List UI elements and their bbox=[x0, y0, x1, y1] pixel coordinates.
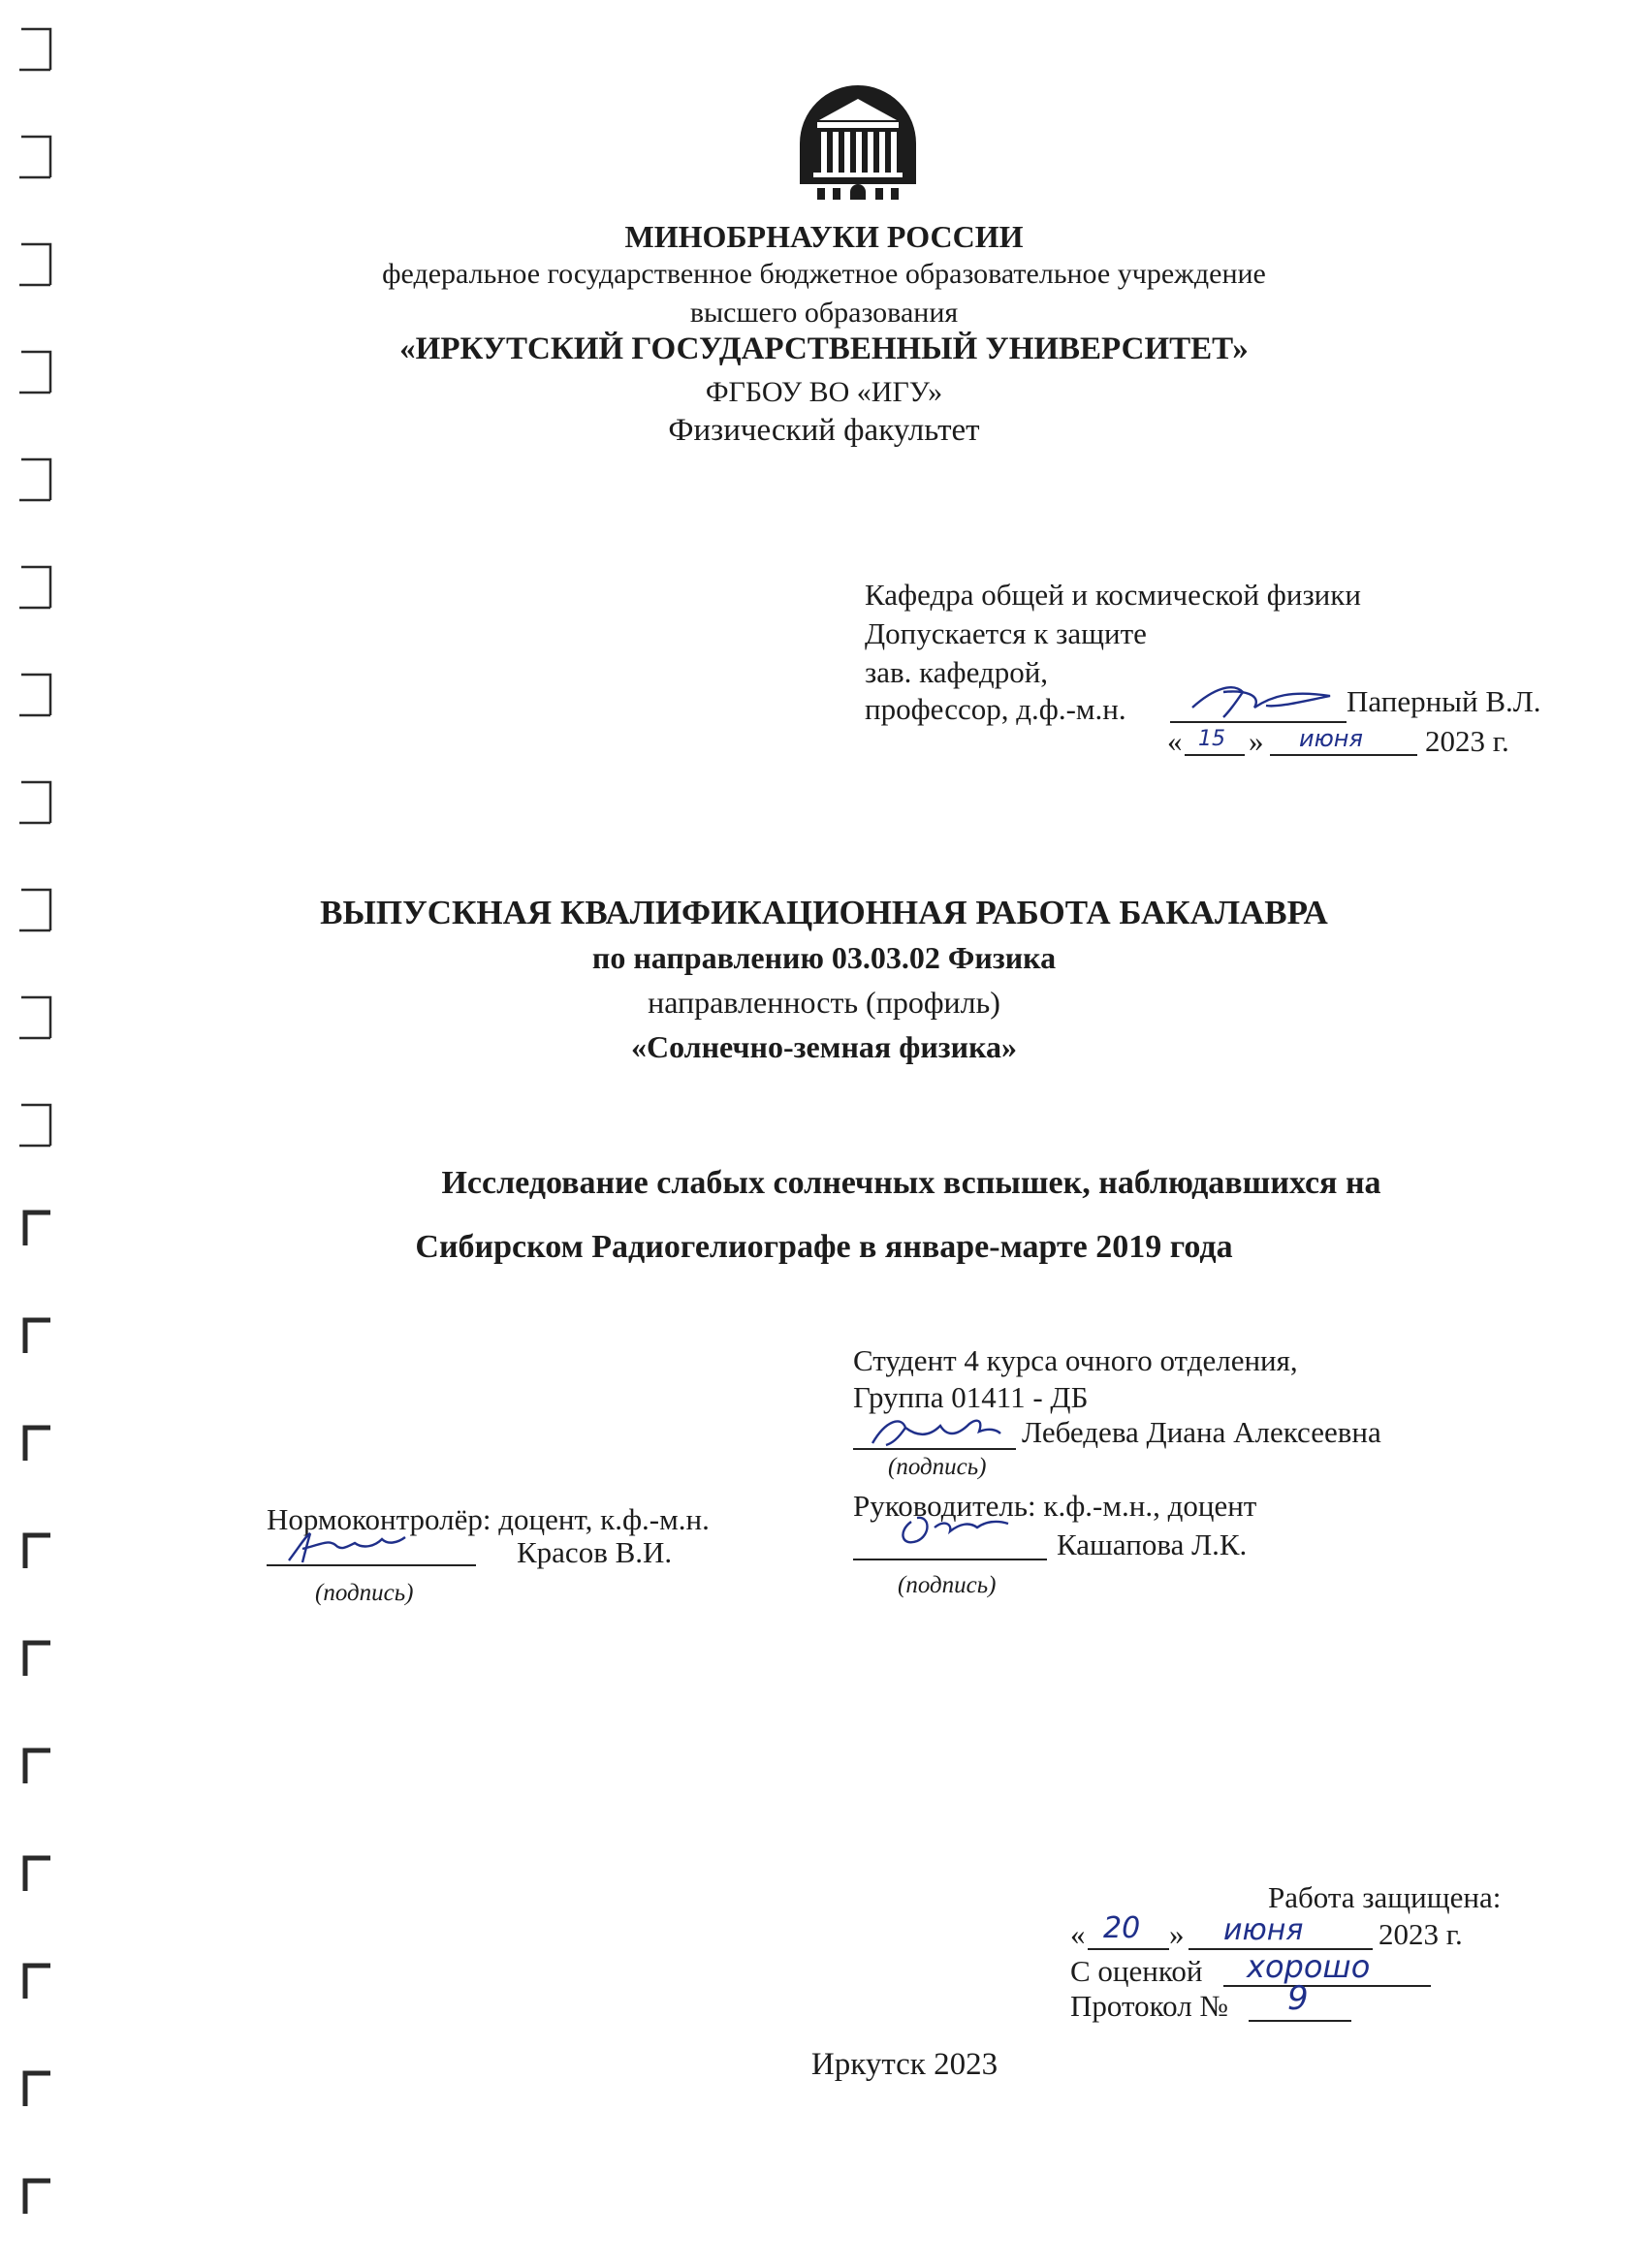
thesis-title-line-2: Сибирском Радиогелиографе в январе-марте 2019 года bbox=[415, 1229, 1233, 1265]
approval-date-open-quote: « bbox=[1167, 724, 1183, 758]
binding-mark bbox=[25, 2181, 50, 2214]
supervisor-signature-line bbox=[853, 1559, 1047, 1560]
protocol-label: Протокол № bbox=[1070, 1989, 1228, 2023]
grade-line bbox=[1223, 1985, 1431, 1987]
supervisor-title: Руководитель: к.ф.-м.н., доцент bbox=[853, 1489, 1257, 1523]
institution-line-1: федеральное государственное бюджетное образовательное учреждение bbox=[382, 258, 1266, 290]
defense-month: июня bbox=[1223, 1913, 1304, 1947]
defense-date-open-quote: « bbox=[1070, 1917, 1086, 1951]
faculty-name: Физический факультет bbox=[668, 413, 980, 448]
binding-mark bbox=[19, 675, 50, 715]
profile-name: «Солнечно-земная физика» bbox=[630, 1029, 1018, 1064]
norm-controller-name: Красов В.И. bbox=[517, 1535, 673, 1569]
binding-mark bbox=[25, 1320, 50, 1353]
student-line-1: Студент 4 курса очного отделения, bbox=[853, 1343, 1298, 1377]
defense-day-line bbox=[1088, 1948, 1169, 1950]
approval-month: июня bbox=[1299, 725, 1363, 752]
defense-year: 2023 г. bbox=[1379, 1917, 1463, 1951]
approval-day-line bbox=[1185, 754, 1245, 756]
binding-mark bbox=[25, 1643, 50, 1676]
student-name: Лебедева Диана Алексеевна bbox=[1022, 1415, 1381, 1449]
approval-date-close-quote: » bbox=[1249, 724, 1264, 758]
binding-mark bbox=[19, 1105, 50, 1146]
defense-day: 20 bbox=[1103, 1911, 1141, 1945]
university-logo bbox=[790, 76, 926, 200]
approval-month-line bbox=[1270, 754, 1417, 756]
binding-mark bbox=[19, 137, 50, 177]
grade-label: С оценкой bbox=[1070, 1954, 1203, 1988]
binding-mark bbox=[25, 1428, 50, 1461]
university-name: «ИРКУТСКИЙ ГОСУДАРСТВЕННЫЙ УНИВЕРСИТЕТ» bbox=[399, 331, 1249, 366]
profile-label: направленность (профиль) bbox=[648, 985, 1000, 1020]
binding-mark bbox=[25, 1535, 50, 1568]
head-signature bbox=[1185, 678, 1340, 723]
ministry-name: МИНОБРНАУКИ РОССИИ bbox=[624, 219, 1024, 254]
university-abbreviation: ФГБОУ ВО «ИГУ» bbox=[705, 376, 943, 408]
supervisor-signature-caption: (подпись) bbox=[898, 1572, 997, 1598]
head-title-2: профессор, д.ф.-м.н. bbox=[865, 692, 1126, 726]
protocol-line bbox=[1249, 2020, 1351, 2022]
student-signature-caption: (подпись) bbox=[888, 1454, 987, 1480]
head-title-1: зав. кафедрой, bbox=[865, 655, 1049, 689]
student-signature bbox=[863, 1410, 1008, 1451]
norm-controller-title: Нормоконтролёр: доцент, к.ф.-м.н. bbox=[267, 1502, 710, 1536]
department-name: Кафедра общей и космической физики bbox=[865, 578, 1361, 612]
thesis-title-line-1: Исследование слабых солнечных вспышек, наблюдавшихся на bbox=[441, 1165, 1381, 1201]
norm-controller-signature-caption: (подпись) bbox=[315, 1580, 414, 1606]
work-direction: по направлению 03.03.02 Физика bbox=[591, 940, 1057, 975]
binding-mark bbox=[19, 459, 50, 500]
admitted-to-defense: Допускается к защите bbox=[865, 616, 1147, 650]
head-name: Паперный В.Л. bbox=[1347, 684, 1541, 718]
supervisor-signature bbox=[892, 1502, 1028, 1555]
binding-mark bbox=[25, 1750, 50, 1783]
binding-mark bbox=[19, 567, 50, 608]
defense-date-close-quote: » bbox=[1169, 1917, 1185, 1951]
approval-day: 15 bbox=[1198, 727, 1225, 751]
protocol-number: 9 bbox=[1287, 1979, 1309, 2018]
approval-year: 2023 г. bbox=[1425, 724, 1509, 758]
defense-label: Работа защищена: bbox=[1268, 1880, 1502, 1914]
norm-controller-signature bbox=[281, 1526, 427, 1566]
grade-value: хорошо bbox=[1247, 1948, 1371, 1985]
student-line-2: Группа 01411 - ДБ bbox=[853, 1380, 1089, 1414]
binding-mark bbox=[19, 29, 50, 70]
binding-mark bbox=[25, 1966, 50, 1999]
binding-mark bbox=[19, 782, 50, 823]
city-year: Иркутск 2023 bbox=[810, 2047, 998, 2082]
binding-mark bbox=[25, 1858, 50, 1891]
institution-line-2: высшего образования bbox=[689, 297, 959, 329]
supervisor-name: Кашапова Л.К. bbox=[1057, 1528, 1248, 1561]
work-type: ВЫПУСКНАЯ КВАЛИФИКАЦИОННАЯ РАБОТА БАКАЛАВРА bbox=[320, 894, 1328, 931]
